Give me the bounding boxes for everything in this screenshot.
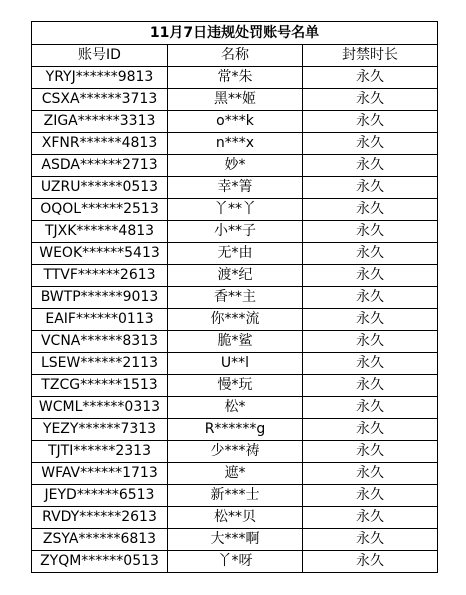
- account-id-cell: TJXK******4813: [32, 221, 168, 243]
- name-cell: 幸*箐: [168, 177, 303, 199]
- table-body: [32, 67, 438, 573]
- table-row: [32, 331, 438, 353]
- column-header-account-id: 账号ID: [32, 45, 168, 67]
- account-id-cell: XFNR******4813: [32, 133, 168, 155]
- name-cell: 脆*鲨: [168, 331, 303, 353]
- name-cell: 黑**姬: [168, 89, 303, 111]
- title-row: [32, 22, 438, 45]
- name-cell: 无*由: [168, 243, 303, 265]
- name-cell: U**l: [168, 353, 303, 375]
- account-id-cell: WFAV******1713: [32, 463, 168, 485]
- table-row: [32, 221, 438, 243]
- name-cell: 慢*玩: [168, 375, 303, 397]
- ban-duration-cell: 永久: [303, 221, 438, 243]
- table-row: [32, 243, 438, 265]
- ban-duration-cell: 永久: [303, 375, 438, 397]
- table-row: [32, 309, 438, 331]
- table-row: [32, 287, 438, 309]
- table-row: [32, 529, 438, 551]
- ban-duration-cell: 永久: [303, 155, 438, 177]
- name-cell: 松*: [168, 397, 303, 419]
- table-row: [32, 419, 438, 441]
- penalty-table: [31, 21, 438, 573]
- ban-duration-cell: 永久: [303, 551, 438, 573]
- account-id-cell: ZSYA******6813: [32, 529, 168, 551]
- table-row: [32, 67, 438, 89]
- name-cell: 丫**丫: [168, 199, 303, 221]
- name-cell: 少***祷: [168, 441, 303, 463]
- ban-duration-cell: 永久: [303, 199, 438, 221]
- ban-duration-cell: 永久: [303, 463, 438, 485]
- table-row: [32, 89, 438, 111]
- account-id-cell: YEZY******7313: [32, 419, 168, 441]
- ban-duration-cell: 永久: [303, 243, 438, 265]
- name-cell: 松**贝: [168, 507, 303, 529]
- ban-duration-cell: 永久: [303, 507, 438, 529]
- name-cell: 新***士: [168, 485, 303, 507]
- name-cell: R******g: [168, 419, 303, 441]
- account-id-cell: TTVF******2613: [32, 265, 168, 287]
- penalty-list-sheet: [31, 21, 437, 573]
- table-row: [32, 199, 438, 221]
- name-cell: 大***啊: [168, 529, 303, 551]
- ban-duration-cell: 永久: [303, 265, 438, 287]
- name-cell: 小**子: [168, 221, 303, 243]
- account-id-cell: TZCG******1513: [32, 375, 168, 397]
- table-row: [32, 463, 438, 485]
- ban-duration-cell: 永久: [303, 177, 438, 199]
- table-row: [32, 551, 438, 573]
- account-id-cell: ASDA******2713: [32, 155, 168, 177]
- account-id-cell: WCML******0313: [32, 397, 168, 419]
- account-id-cell: ZIGA******3313: [32, 111, 168, 133]
- ban-duration-cell: 永久: [303, 287, 438, 309]
- column-header-name: 名称: [168, 45, 303, 67]
- ban-duration-cell: 永久: [303, 309, 438, 331]
- ban-duration-cell: 永久: [303, 397, 438, 419]
- header-row: [32, 45, 438, 67]
- ban-duration-cell: 永久: [303, 529, 438, 551]
- column-header-ban-duration: 封禁时长: [303, 45, 438, 67]
- name-cell: 遮*: [168, 463, 303, 485]
- account-id-cell: WEOK******5413: [32, 243, 168, 265]
- account-id-cell: UZRU******0513: [32, 177, 168, 199]
- ban-duration-cell: 永久: [303, 133, 438, 155]
- account-id-cell: EAIF******0113: [32, 309, 168, 331]
- account-id-cell: LSEW******2113: [32, 353, 168, 375]
- ban-duration-cell: 永久: [303, 441, 438, 463]
- table-row: [32, 507, 438, 529]
- name-cell: o***k: [168, 111, 303, 133]
- name-cell: 渡*纪: [168, 265, 303, 287]
- name-cell: 常*朱: [168, 67, 303, 89]
- account-id-cell: YRYJ******9813: [32, 67, 168, 89]
- name-cell: 丫*呀: [168, 551, 303, 573]
- name-cell: 你***流: [168, 309, 303, 331]
- account-id-cell: JEYD******6513: [32, 485, 168, 507]
- table-row: [32, 375, 438, 397]
- table-row: [32, 177, 438, 199]
- account-id-cell: TJTI******2313: [32, 441, 168, 463]
- account-id-cell: ZYQM******0513: [32, 551, 168, 573]
- table-row: [32, 441, 438, 463]
- ban-duration-cell: 永久: [303, 89, 438, 111]
- account-id-cell: VCNA******8313: [32, 331, 168, 353]
- ban-duration-cell: 永久: [303, 111, 438, 133]
- table-row: [32, 111, 438, 133]
- table-row: [32, 133, 438, 155]
- account-id-cell: OQOL******2513: [32, 199, 168, 221]
- table-title: 11月7日违规处罚账号名单: [32, 22, 438, 45]
- name-cell: 妙*: [168, 155, 303, 177]
- account-id-cell: CSXA******3713: [32, 89, 168, 111]
- table-row: [32, 485, 438, 507]
- ban-duration-cell: 永久: [303, 67, 438, 89]
- table-row: [32, 397, 438, 419]
- ban-duration-cell: 永久: [303, 331, 438, 353]
- account-id-cell: BWTP******9013: [32, 287, 168, 309]
- ban-duration-cell: 永久: [303, 485, 438, 507]
- ban-duration-cell: 永久: [303, 353, 438, 375]
- account-id-cell: RVDY******2613: [32, 507, 168, 529]
- ban-duration-cell: 永久: [303, 419, 438, 441]
- name-cell: 香**主: [168, 287, 303, 309]
- name-cell: n***x: [168, 133, 303, 155]
- table-row: [32, 265, 438, 287]
- table-row: [32, 353, 438, 375]
- table-row: [32, 155, 438, 177]
